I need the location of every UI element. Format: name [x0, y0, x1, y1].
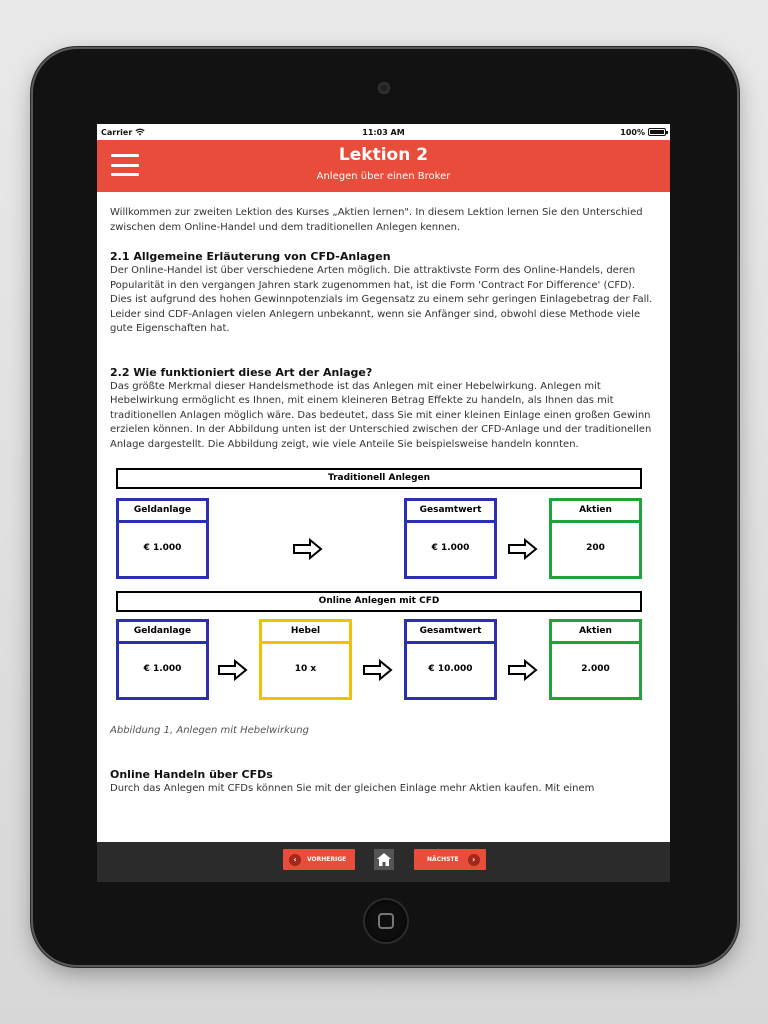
next-label: NÄCHSTE	[427, 856, 459, 863]
figure-box-aktien-cfd: Aktien 2.000	[549, 619, 642, 700]
page-title: Lektion 2	[338, 145, 429, 165]
figure-box-hebel: Hebel 10 x	[259, 619, 352, 700]
figure-box-geldanlage-cfd: Geldanlage € 1.000	[116, 619, 209, 700]
arrow-right-icon	[363, 659, 393, 681]
page-subtitle: Anlegen über einen Broker	[316, 171, 451, 182]
battery-icon	[648, 128, 666, 136]
previous-button[interactable]	[283, 849, 355, 870]
arrow-right-icon	[218, 659, 248, 681]
figure-row1-title: Traditionell Anlegen	[116, 468, 642, 489]
figure-caption: Abbildung 1, Anlegen mit Hebelwirkung	[110, 725, 309, 736]
home-icon[interactable]	[374, 849, 394, 870]
carrier-label: Carrier	[101, 127, 133, 137]
status-bar	[97, 124, 670, 140]
lesson-content[interactable]	[97, 192, 670, 842]
figure-box-aktien: Aktien 200	[549, 498, 642, 579]
chevron-right-icon: ›	[468, 854, 480, 866]
section-heading-2: 2.2 Wie funktioniert diese Art der Anlage?	[110, 365, 373, 379]
chevron-left-icon: ‹	[289, 854, 301, 866]
section-text-3: Durch das Anlegen mit CFDs können Sie mit der gleichen Einlage mehr Aktien kaufen. Mit einem	[110, 782, 595, 794]
camera-icon	[378, 82, 390, 94]
bottom-navbar	[97, 842, 670, 882]
figure-row2-title: Online Anlegen mit CFD	[116, 591, 642, 612]
intro-paragraph: Willkommen zur zweiten Lektion des Kurses „Aktien lernen". In diesem Lektion lernen Sie den Unterschied zwischen dem Online-Handel und dem traditionellen Anlegen kennen.	[110, 207, 643, 233]
section-text-2: Das größte Merkmal dieser Handelsmethode ist das Anlegen mit einer Hebelwirkung. Anlegen mit Hebelwirkung ermöglicht es Ihnen, mit einem kleineren Betrag Effekte zu handeln, als Ihnen das mit traditionellen Anlagen möglich wäre. Das bedeutet, dass Sie mit einer kleinen Einlage einen großen Gewinn erzielen können. In der Abbildung unten ist der Unterschied zwischen der CFD-Anlage und der traditionellen Anlage dargestellt. Die Abbildung zeigt, wie viele Anteile Sie beispielsweise handeln konnten.	[110, 380, 652, 450]
figure-box-geldanlage: Geldanlage € 1.000	[116, 498, 209, 579]
status-time: 11:03 AM	[362, 127, 405, 137]
section-heading-3: Online Handeln über CFDs	[110, 767, 273, 781]
home-button-hardware[interactable]	[365, 900, 407, 942]
leverage-figure	[110, 468, 650, 708]
app-header	[97, 140, 670, 192]
app-screen	[97, 124, 670, 882]
section-text-1: Der Online-Handel ist über verschiedene Arten möglich. Die attraktivste Form des Online-Handels, deren Popularität in den vergangen Jahren stark zugenommen hat, ist die Form 'Contract For Difference' (CFD). Dies ist aufgrund des hohen Gewinnpotenzials im Gegensatz zu einem sehr geringen Einlagebetrag der Fall. Leider sind CDF-Anlagen vielen Anlegern unbekannt, wenn sie Anfänger sind, obwohl diese Methode viele gute Eigenschaften hat.	[110, 265, 653, 334]
section-heading-1: 2.1 Allgemeine Erläuterung von CFD-Anlagen	[110, 250, 391, 263]
figure-box-gesamtwert: Gesamtwert € 1.000	[404, 498, 497, 579]
battery-percent: 100%	[620, 127, 645, 137]
previous-label: VORHERIGE	[307, 856, 347, 863]
figure-box-gesamtwert-cfd: Gesamtwert € 10.000	[404, 619, 497, 700]
arrow-right-icon	[293, 538, 323, 560]
arrow-right-icon	[508, 659, 538, 681]
next-button[interactable]	[414, 849, 486, 870]
arrow-right-icon	[508, 538, 538, 560]
